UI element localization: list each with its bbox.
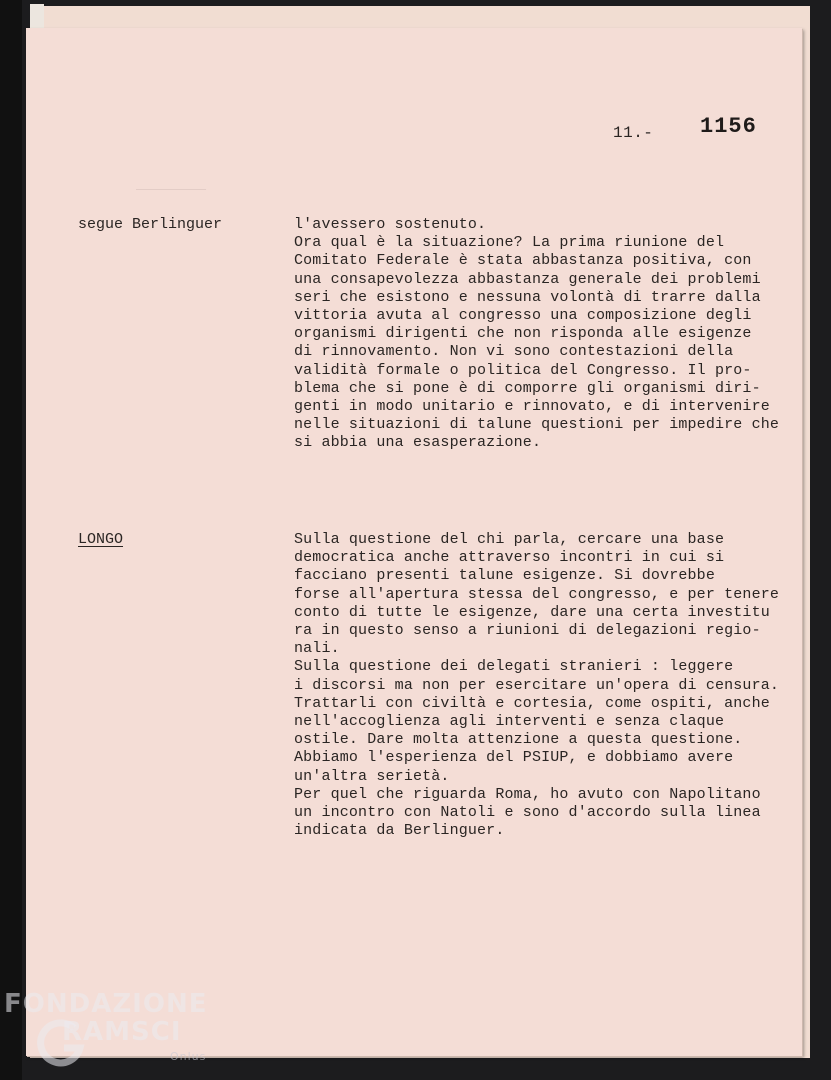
watermark-line-2: RAMSCI [62,1017,182,1047]
scanner-edge [0,0,22,1080]
page-number: 11.- [613,124,654,142]
watermark-line-3: Onlus [170,1050,207,1063]
document-page [26,28,802,1056]
speaker-label-berlinguer: segue Berlinguer [78,216,223,233]
speaker-label-longo: LONGO [78,531,124,548]
fondazione-gramsci-watermark [4,989,208,1063]
archive-page-id: 1156 [700,114,757,139]
speech-text-longo: Sulla questione del chi parla, cercare una base democratica anche attraverso incontri in cui si facciano presenti talune esigenze. Si dovrebbe forse all'apertura stessa del congresso, e per tenere conto di tutte le esigenze, dare una certa investitu ra in questo senso a riunioni di delegazioni regio- nali. Sulla questione dei delegati stranieri : leggere i discorsi ma non per esercitare un'opera di censura. Trattarli con civiltà e cortesia, come ospiti, anche nell'accoglienza agli interventi e senza claque ostile. Dare molta attenzione a questa questione. Abbiamo l'esperienza del PSIUP, e dobbiamo avere un'altra serietà. Per quel che riguarda Roma, ho avuto con Napolitano un incontro con Natoli e sono d'accordo sulla linea indicata da Berlinguer. [294,531,780,840]
watermark-line-1: FONDAZIONE [4,989,208,1019]
gramsci-g-logo-icon [34,1016,90,1072]
speech-text-berlinguer: l'avessero sostenuto. Ora qual è la situazione? La prima riunione del Comitato Federale è stata abbastanza positiva, con una consapevolezza abbastanza generale dei problemi seri che esistono e nessuna volontà di trarre dalla vittoria avuta al congresso una composizione degli organismi dirigenti che non risponda alle esigenze di rinnovamento. Non vi sono contestazioni della validità formale o politica del Congresso. Il pro- blema che si pone è di comporre gli organismi diri- genti in modo unitario e rinnovato, e di intervenire nelle situazioni di talune questioni per impedire che si abbia una esasperazione. [294,216,780,452]
